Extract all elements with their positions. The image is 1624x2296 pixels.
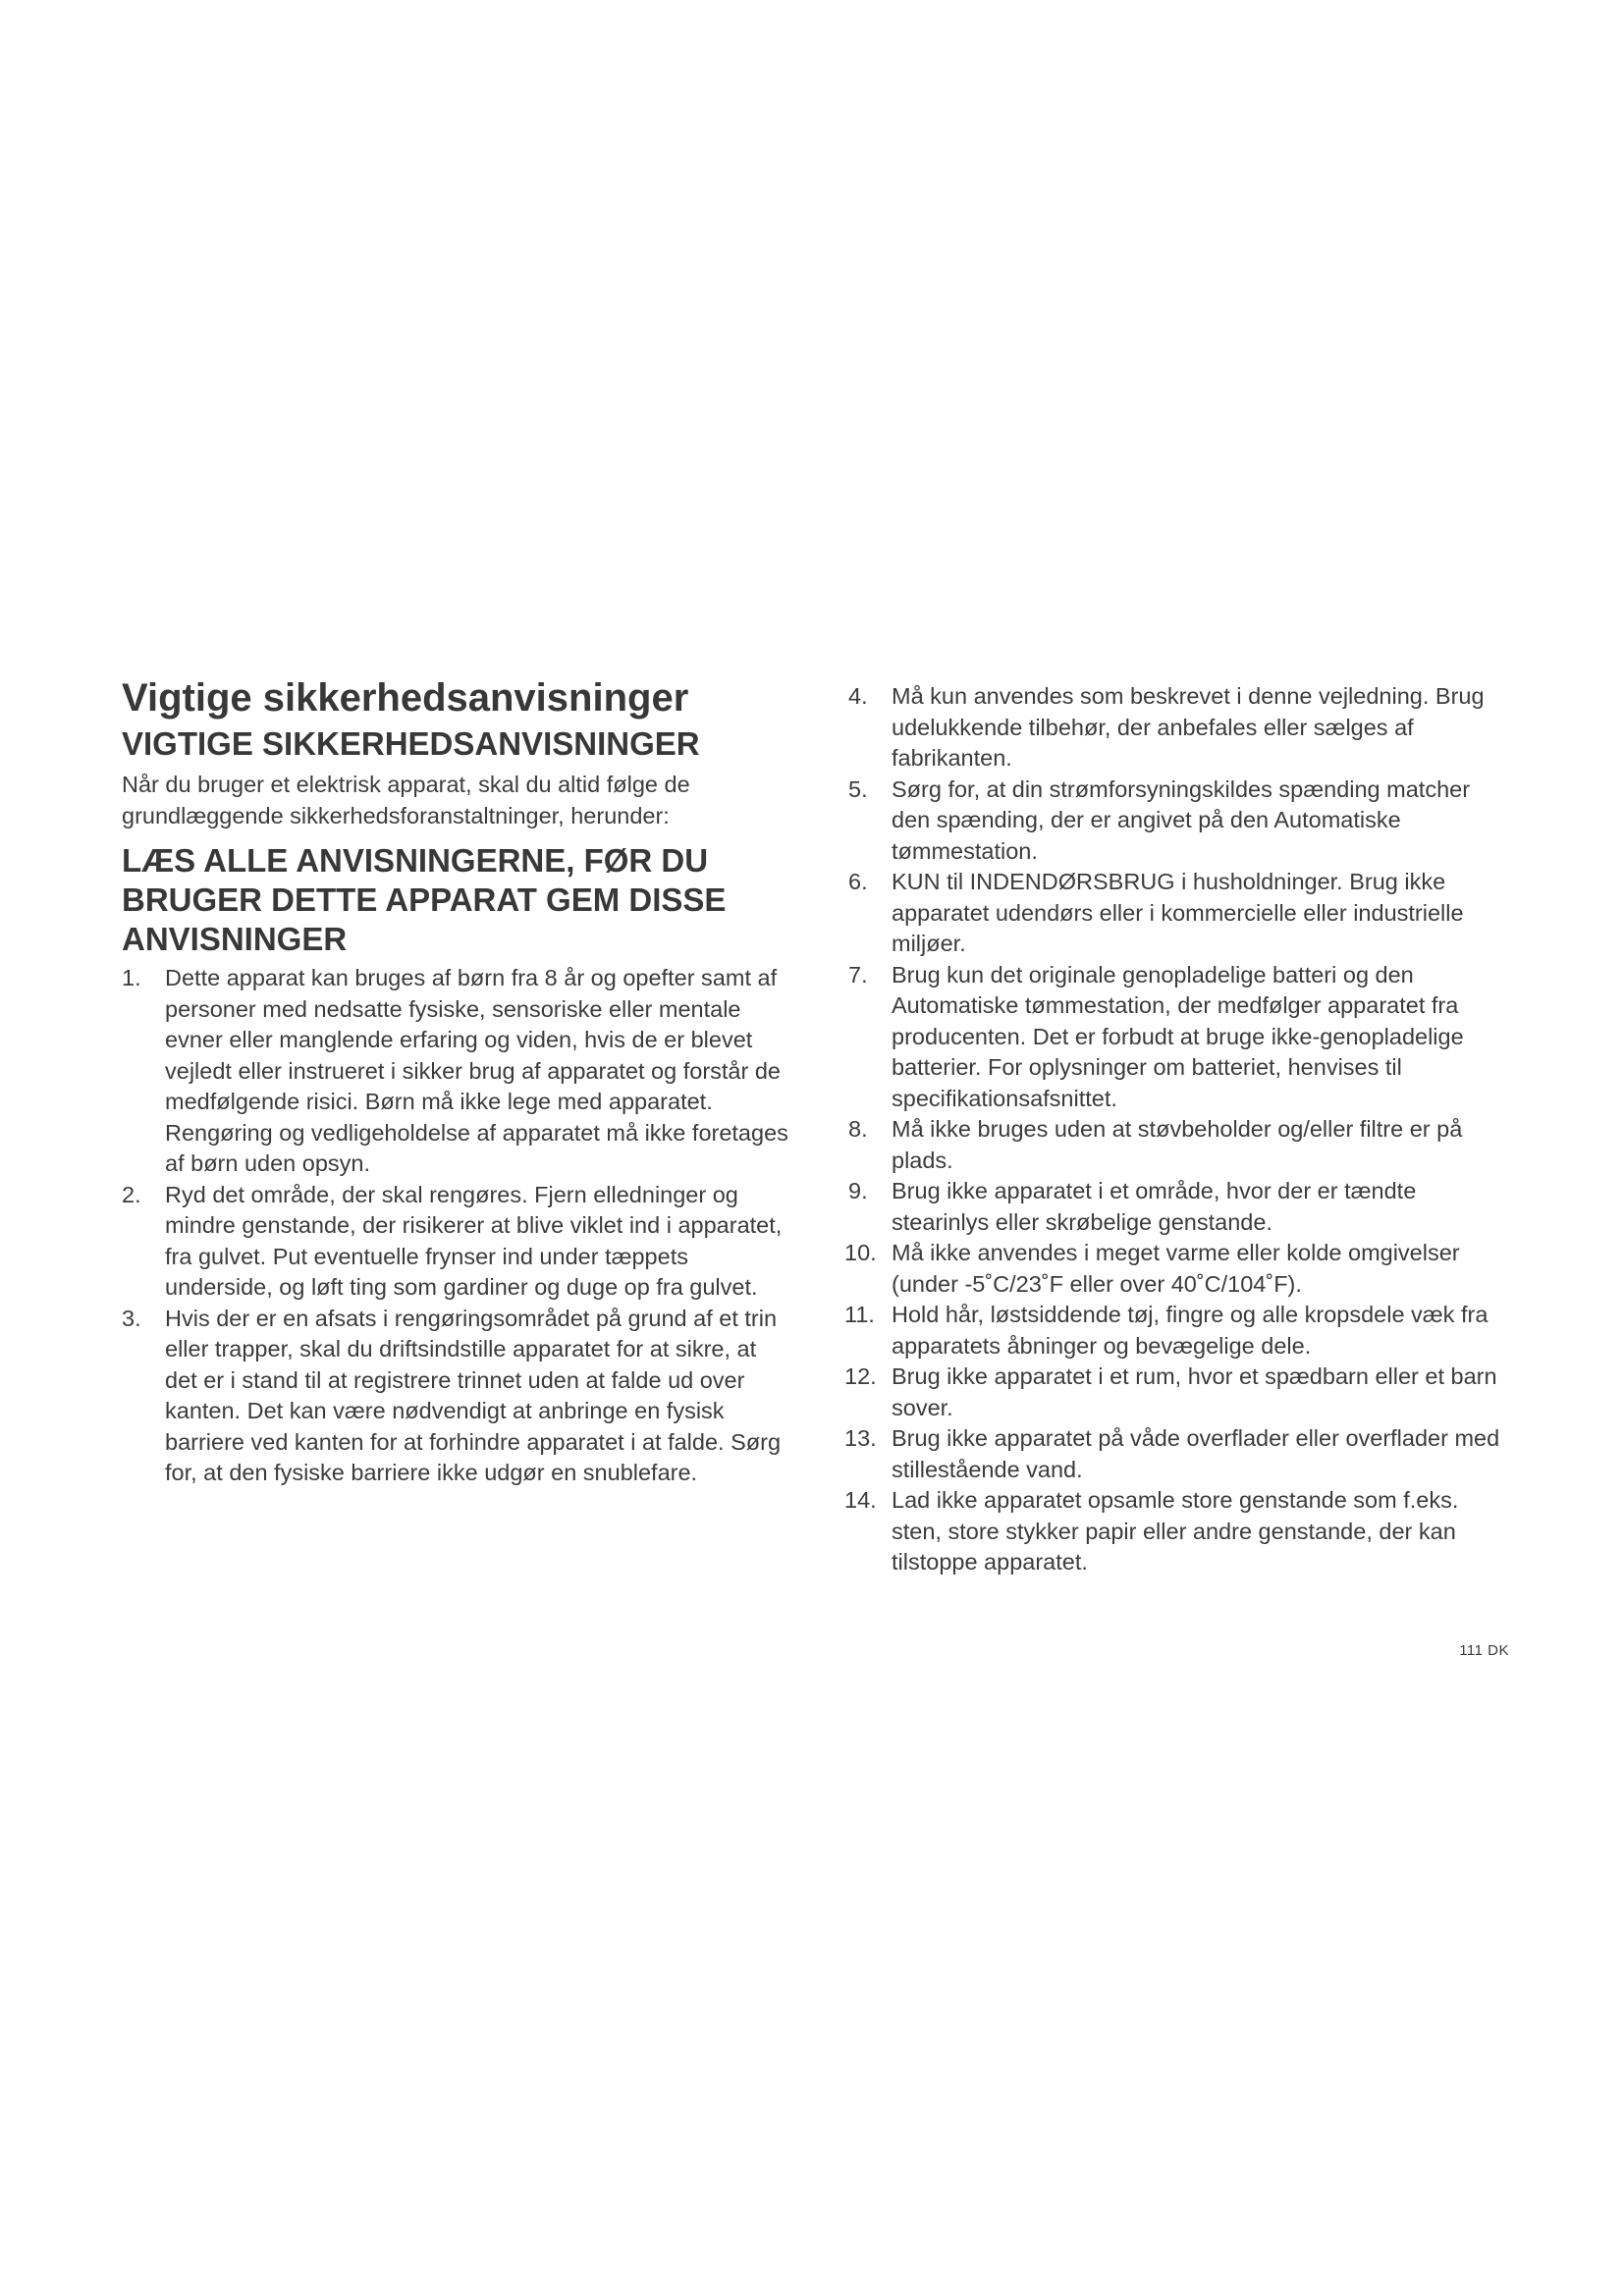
list-item-number: 7. <box>848 961 868 988</box>
list-item <box>848 774 1506 868</box>
warning-heading: LÆS ALLE ANVISNINGERNE, FØR DU BRUGER DETTE APPARAT GEM DISSE ANVISNINGER <box>122 842 727 957</box>
list-item-number: 1. <box>122 965 141 990</box>
list-item-number: 3. <box>122 1305 141 1331</box>
list-item-number: 2. <box>122 1181 141 1207</box>
list-item-number: 4. <box>848 683 868 709</box>
list-item <box>122 963 789 1180</box>
list-item-number: 14. <box>844 1487 877 1513</box>
list-item-number: 9. <box>848 1178 868 1203</box>
list-item-number: 13. <box>844 1425 877 1451</box>
list-item-text: Må kun anvendes som beskrevet i denne vejledning. Brug udelukkende tilbehør, der anbefales eller sælges af fabrikanten. <box>892 683 1485 771</box>
left-column <box>122 675 789 1489</box>
list-item-text: Brug ikke apparatet i et område, hvor der er tændte stearinlys eller skrøbelige genstande. <box>892 1178 1417 1235</box>
list-item-text: Sørg for, at din strømforsyningskildes spænding matcher den spænding, der er angivet på den Automatiske tømmestation. <box>892 775 1471 864</box>
safety-list-left <box>122 963 789 1489</box>
list-item <box>844 1485 1506 1578</box>
intro-paragraph: Når du bruger et elektrisk apparat, skal du altid følge de grundlæggende sikkerhedsforanstaltninger, herunder: <box>122 772 690 828</box>
list-item-text: Dette apparat kan bruges af børn fra 8 år og opefter samt af personer med nedsatte fysiske, sensoriske eller mentale evner eller manglende erfaring og viden, hvis de er blevet vejledt eller instrueret i sikker brug af apparatet og forstår de medfølgende risici. Børn må ikke lege med apparatet. Rengøring og vedligeholdelse af apparatet må ikke foretages af børn uden opsyn. <box>165 965 788 1176</box>
list-item-number: 11. <box>844 1302 875 1327</box>
list-item-number: 5. <box>848 775 868 802</box>
list-item <box>844 1238 1506 1300</box>
list-item-text: Brug kun det originale genopladelige batteri og den Automatiske tømmestation, der medfølger apparatet fra producenten. Det er forbudt at bruge ikke-genopladelige batterier. For oplysninger om batteriet, henvises til specifikationsafsnittet. <box>892 961 1464 1111</box>
list-item <box>844 1300 1506 1362</box>
list-item-number: 8. <box>848 1116 868 1142</box>
list-item-text: Hold hår, løstsiddende tøj, fingre og alle kropsdele væk fra apparatets åbninger og bevægelige dele. <box>892 1302 1489 1359</box>
right-column <box>844 681 1506 1578</box>
list-item <box>848 1176 1506 1238</box>
list-item <box>122 1180 789 1304</box>
list-item-number: 6. <box>848 869 868 894</box>
list-item <box>848 960 1506 1115</box>
safety-list-right <box>844 681 1506 1578</box>
list-item-text: Må ikke anvendes i meget varme eller kolde omgivelser (under -5˚C/23˚F eller over 40˚C/104˚F). <box>892 1240 1460 1297</box>
list-item-text: Hvis der er en afsats i rengøringsområdet på grund af et trin eller trapper, skal du driftsindstille apparatet for at sikre, at det er i stand til at registrere trinnet uden at falde ud over kanten. Det kan være nødvendigt at anbringe en fysisk barriere ved kanten for at forhindre apparatet i at falde. Sørg for, at den fysiske barriere ikke udgør en snublefare. <box>165 1305 782 1485</box>
page-title: Vigtige sikkerhedsanvisninger <box>122 676 689 720</box>
list-item-number: 10. <box>844 1240 877 1265</box>
section-subtitle: VIGTIGE SIKKERHEDSANVISNINGER <box>122 725 700 762</box>
list-item-number: 12. <box>844 1363 877 1389</box>
list-item <box>844 1362 1506 1423</box>
list-item-text: KUN til INDENDØRSBRUG i husholdninger. Brug ikke apparatet udendørs eller i kommercielle eller industrielle miljøer. <box>892 869 1464 956</box>
list-item <box>844 1423 1506 1485</box>
page-number: 111 DK <box>1459 1642 1509 1659</box>
list-item-text: Må ikke bruges uden at støvbeholder og/eller filtre er på plads. <box>892 1116 1463 1173</box>
list-item-text: Brug ikke apparatet i et rum, hvor et spædbarn eller et barn sover. <box>892 1363 1497 1420</box>
list-item <box>848 867 1506 960</box>
list-item-text: Brug ikke apparatet på våde overflader eller overflader med stillestående vand. <box>892 1425 1500 1482</box>
list-item-text: Ryd det område, der skal rengøres. Fjern elledninger og mindre genstande, der risikerer at blive viklet ind i apparatet, fra gulvet. Put eventuelle frynser ind under tæppets underside, og løft ting som gardiner og duge op fra gulvet. <box>165 1181 783 1300</box>
list-item-text: Lad ikke apparatet opsamle store genstande som f.eks. sten, store stykker papir eller andre genstande, der kan tilstoppe apparatet. <box>892 1487 1459 1575</box>
list-item <box>122 1304 789 1489</box>
list-item <box>848 681 1506 774</box>
list-item <box>848 1114 1506 1176</box>
